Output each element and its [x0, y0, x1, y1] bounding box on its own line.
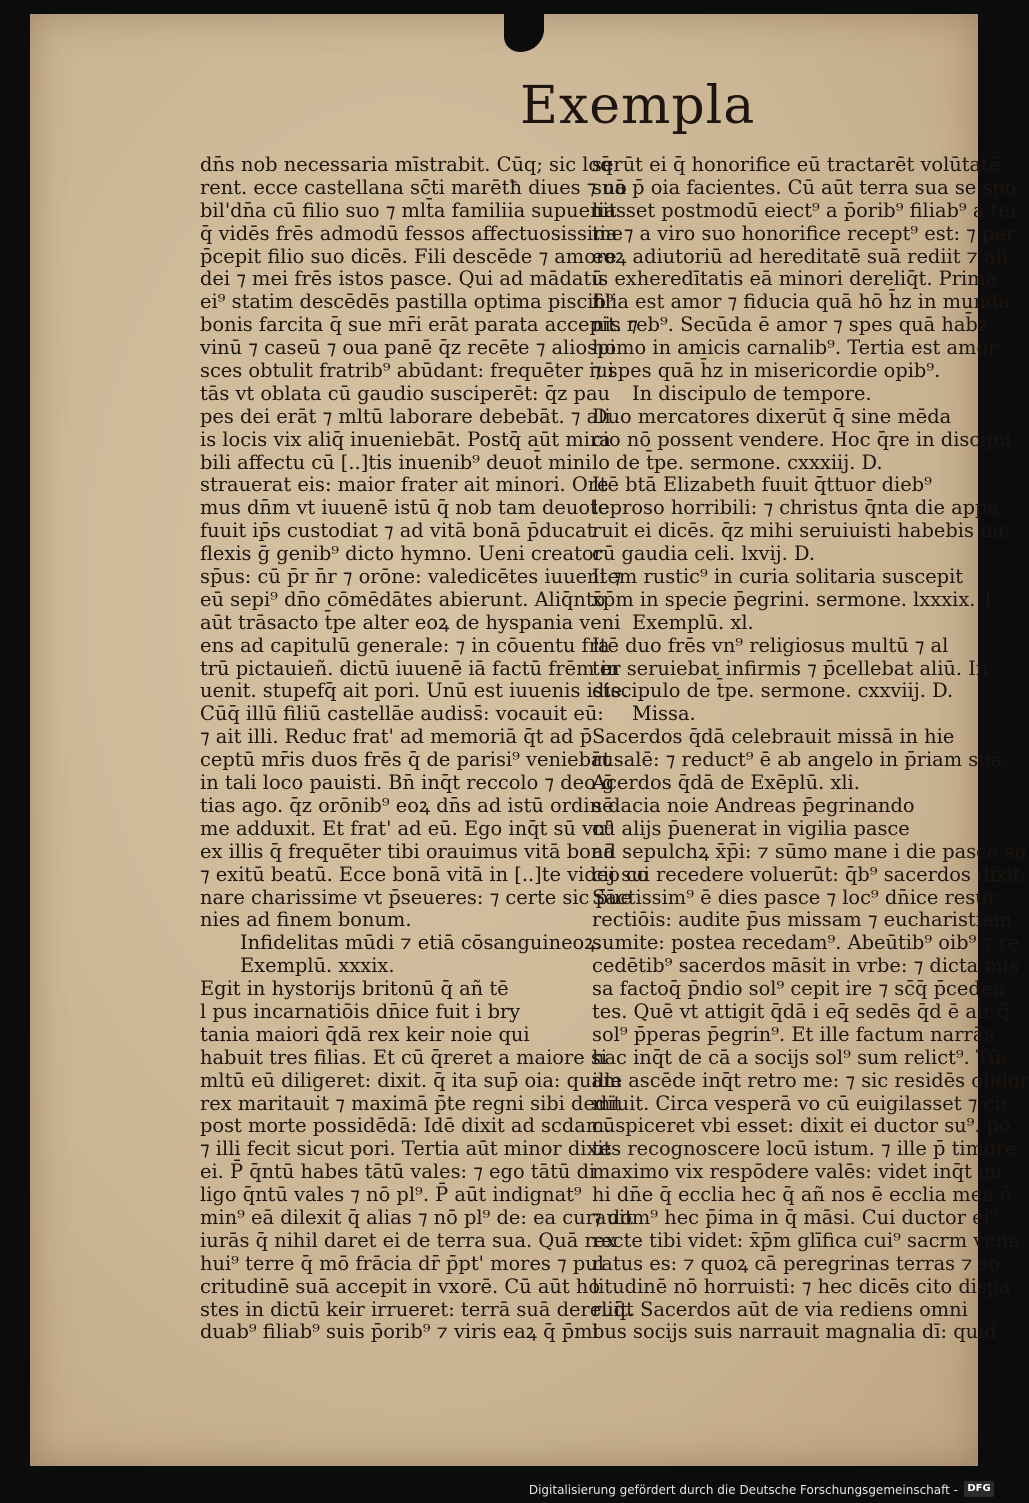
text-line: Exemplū. xxxix.: [240, 954, 395, 978]
text-line: sp̄us: cū p̄r n̄r ⁊ orōne: valedicētes iuueni ⁊: [200, 565, 622, 589]
footer-credit: Digitalisierung gefördert durch die Deutsche Forschungsgemeinschaft -: [528, 1483, 958, 1497]
text-line: min⁹ eā dilexit q̄ alias ⁊ nō pl⁹ de: ea curauit: [200, 1205, 633, 1229]
text-line: rent. ecce castellana sc̄ti marētħ diues ⁊ no: [200, 175, 627, 199]
text-line: Exemplū. xl.: [632, 610, 754, 634]
text-line: bili affectu cū [..]tis inuenib⁹ deuot̄ mini: [200, 450, 592, 474]
text-line: Sāctissim⁹ ē dies pasce ⁊ loc⁹ dn̄ice resur: [592, 885, 997, 909]
text-line: ter seruiebat infirmis ⁊ p̄cellebat aliū. In: [592, 656, 989, 680]
text-line: litudinē nō horruisti: ⁊ hec dicēs cito dispa: [592, 1274, 1011, 1298]
text-line: vinū ⁊ caseū ⁊ oua panē q̄z recēte ⁊ aliospi: [200, 336, 616, 360]
text-line: mus dn̄m vt iuuenē istū q̄ nob tam deuote: [200, 496, 610, 520]
text-line: ratus es: ⁊ quoꝝ cā peregrinas terras ⁊ so: [592, 1251, 1001, 1275]
text-line: sces obtulit fratrib⁹ abūdant: frequēter iui: [200, 359, 615, 383]
text-line: eoꝝ adiutoriū ad hereditatē suā rediit ⁊ ali: [592, 244, 1008, 268]
text-line: ei⁹ statim descēdēs pastilla optima piscib⁹: [200, 290, 614, 314]
text-line: miuit. Circa vesperā vo cū euigilasset ⁊ cir: [592, 1091, 1010, 1115]
text-column-left: [200, 153, 649, 1344]
text-line: ens ad capitulū generale: ⁊ in cōuentu fra: [200, 633, 610, 657]
text-line: In discipulo de tempore.: [632, 381, 872, 405]
text-line: cū gaudia celi. lxvij. D.: [592, 542, 816, 566]
text-line: cio nō possent vendere. Hoc q̄re in discipu: [592, 427, 1012, 451]
text-line: cū alijs p̄uenerat in vigilia pasce: [592, 816, 910, 840]
text-line: ligo q̄ntū vales ⁊ nō pl⁹. P̄ aūt indignat⁹: [200, 1183, 582, 1207]
text-line: q̄ vidēs frēs admodū fessos affectuosissime: [200, 221, 623, 245]
text-line: ille ascēde inq̄t retro me: ⁊ sic residēs obdor: [592, 1068, 1029, 1092]
text-line: iurās q̄ nihil daret ei de terra sua. Quā rex: [200, 1228, 617, 1252]
text-line: Infidelitas mūdi ⁊ etiā cōsanguineoꝝ.: [240, 931, 602, 955]
text-line: x̄p̄m in specie p̄egrini. sermone. lxxxix. T.: [592, 587, 998, 611]
text-line: uenit. stupefq̄ ait pori. Unū est iuuenis iste.: [200, 679, 629, 703]
text-line: rusalē: ⁊ reduct⁹ ē ab angelo in p̄riam suā.: [592, 748, 1009, 772]
text-line: strauerat eis: maior frater ait minori. Ore: [200, 473, 609, 497]
text-line: sa factoq̄ p̄ndio sol⁹ cepit ire ⁊ sc̄q̄ p̄ceden: [592, 977, 1005, 1001]
text-line: Missa.: [632, 702, 696, 726]
text-line: tes. Quē vt attigit q̄dā i eq̄ sedēs q̄d ē ait q̄: [592, 999, 1010, 1023]
text-line: ⁊ illi fecit sicut pori. Tertia aūt minor dixit: [200, 1137, 612, 1161]
text-line: Duo mercatores dixerūt q̄ sine mēda: [592, 404, 952, 428]
dfg-logo: DFG: [964, 1481, 994, 1497]
text-column-right: [592, 153, 1029, 1344]
text-line: cūspiceret vbi esset: dixit ei ductor su⁹. po: [592, 1114, 1011, 1138]
running-header: Exempla: [520, 76, 756, 136]
text-line: ⁊ exitū beatū. Ecce bonā vitā in [..]te video co: [200, 862, 649, 886]
text-line: Sacerdos q̄dā celebrauit missā in hie: [592, 725, 955, 749]
page-damage: [504, 14, 544, 52]
text-line: Itē duo frēs vn⁹ religiosus multū ⁊ al: [592, 633, 949, 657]
text-line: filia est amor ⁊ fiducia quā hō h̄z in munda: [592, 290, 1010, 314]
text-line: eū sepi⁹ dn̄o cōmēdātes abierunt. Aliq̄nto: [200, 587, 606, 611]
text-line: Acerdos q̄dā de Exēplū. xli.: [592, 771, 860, 795]
text-line: in tali loco pauisti. Bn̄ inq̄t reccolo ⁊ deo ḡ: [200, 771, 615, 795]
text-line: stes in dictū keir irrueret: terrā suā dereliq̄t: [200, 1297, 634, 1321]
text-line: hac inq̄t de cā a socijs sol⁹ sum relict⁹. Tūc: [592, 1045, 1013, 1069]
text-line: is exheredītatis eā minori dereliq̄t. Prima: [592, 267, 998, 291]
text-line: recte tibi videt: x̄p̄m glīfica cui⁹ sacrm vene: [592, 1228, 1020, 1252]
text-line: nies ad finem bonum.: [200, 908, 412, 932]
text-line: ceptū mr̄is duos frēs q̄ de parisi⁹ veniebāt: [200, 748, 611, 772]
text-line: homo in amicis carnalib⁹. Tertia est amor: [592, 336, 998, 360]
text-line: l pus incarnatiōis dn̄ice fuit i bry: [200, 999, 521, 1023]
text-line: nare charissime vt p̄seueres: ⁊ certe sic p̄ue: [200, 885, 632, 909]
text-line: tias ago. q̄z orōnib⁹ eoꝝ dn̄s ad istū ordinē: [200, 793, 614, 817]
text-line: bus socijs suis narrauit magnalia dī: quid: [592, 1320, 997, 1344]
text-line: cij sui recedere voluerūt: q̄b⁹ sacerdos dixit.: [592, 862, 1027, 886]
text-line: discipulo de t̄pe. sermone. cxxviij. D.: [592, 679, 954, 703]
text-line: Egit in hystorijs britonū q̄ añ tē: [200, 977, 509, 1001]
text-line: bonis farcita q̄ sue mr̄i erāt parata accepit. ⁊: [200, 313, 638, 337]
text-line: leproso horribili: ⁊ christus q̄nta die appa: [592, 496, 1000, 520]
text-line: is locis vix aliq̄ inueniebāt. Postq̄ aūt mira: [200, 427, 611, 451]
text-line: post morte possidēdā: Idē dixit ad scdam.: [200, 1114, 611, 1138]
text-line: flexis ḡ genib⁹ dicto hymno. Ueni creator: [200, 542, 603, 566]
text-line: ruit. Sacerdos aūt de via rediens omni: [592, 1297, 968, 1321]
text-line: bil'dn̄a cū filio suo ⁊ mlt̄a familiia supuenit: [200, 198, 617, 222]
text-line: tia ⁊ a viro suo honorifice recept⁹ est: ⁊ per: [592, 221, 1016, 245]
text-line: Item rustic⁹ in curia solitaria suscepit: [592, 565, 964, 589]
text-line: ⁊ spes quā h̄z in misericordie opib⁹.: [592, 359, 941, 383]
text-line: hui⁹ terre q̄ mō frācia dr̄ p̄pt' mores ⁊ pul: [200, 1251, 604, 1275]
text-line: tania maiori q̄dā rex keir noie qui: [200, 1022, 530, 1046]
text-line: hi dn̄e q̄ ecclia hec q̄ añ nos ē ecclia mea ē: [592, 1183, 1012, 1207]
text-line: dei ⁊ mei frēs istos pasce. Qui ad mādatū: [200, 267, 604, 291]
text-line: s dacia noie Andreas p̄egrinando: [592, 793, 915, 817]
text-line: mltū eū diligeret: dixit. q̄ ita sup̄ oia: quam: [200, 1068, 622, 1092]
text-line: p̄cepit filio suo dicēs. Fili descēde ⁊ amore: [200, 244, 617, 268]
text-line: ad sepulchꝝ x̄p̄i: ⁊ sūmo mane i die pasce so: [592, 839, 1027, 863]
text-line: serūt ei q̄ honorifice eū tractarēt volūtatē: [592, 153, 1001, 176]
text-line: dn̄s nob necessaria mīstrabit. Cūq; sic loq̄: [200, 153, 613, 176]
text-line: Cūq̄ illū filiū castellāe audiss̄: vocauit eū:: [200, 702, 604, 726]
footer-bar: [0, 1478, 1000, 1503]
text-line: ex illis q̄ frequēter tibi orauimus vitā bonā: [200, 839, 615, 863]
text-line: Itē btā Elizabeth fuuit q̄ttuor dieb⁹: [592, 473, 932, 497]
text-line: rex maritauit ⁊ maximā p̄te regni sibi dedit: [200, 1091, 622, 1115]
text-line: critudinē suā accepit in vxorē. Cū aūt ho: [200, 1274, 600, 1298]
text-line: aūt trāsacto t̄pe alter eoꝝ de hyspania veni: [200, 610, 621, 634]
text-line: trū pictauieñ. dictū iuuenē iā factū frēm in: [200, 656, 620, 680]
text-line: pes dei erāt ⁊ mltū laborare debebāt. ⁊ ali: [200, 404, 611, 428]
text-line: suā p̄ oia facientes. Cū aūt terra sua se spo: [592, 175, 1017, 199]
text-line: liasset postmodū eiect⁹ a p̄orib⁹ filiab⁹ a ter: [592, 198, 1020, 222]
text-line: nis reb⁹. Secūda ē amor ⁊ spes quā hab̄z: [592, 313, 989, 337]
text-line: ruit ei dicēs. q̄z mihi seruiuisti habebis me: [592, 519, 1010, 543]
book-page: [30, 14, 1029, 1466]
text-line: rectiōis: audite p̄us missam ⁊ eucharistiam: [592, 908, 1012, 932]
text-line: cedētib⁹ sacerdos māsit in vrbe: ⁊ dicta mis: [592, 954, 1019, 978]
text-line: duab⁹ filiab⁹ suis p̄orib⁹ ⁊ viris eaꝝ q̄ p̄mi: [200, 1320, 599, 1344]
text-line: ⁊ ait illi. Reduc frat' ad memoriā q̄t ad p̄: [200, 725, 593, 749]
text-line: me adduxit. Et frat' ad eū. Ego inq̄t sū vn⁹: [200, 816, 614, 840]
text-line: ⁊ dom⁹ hec p̄ima in q̄ māsi. Cui ductor ei⁹: [592, 1205, 998, 1229]
text-line: habuit tres filias. Et cū q̄reret a maiore si: [200, 1045, 608, 1069]
text-line: fuuit ip̄s custodiat ⁊ ad vitā bonā p̄ducat: [200, 519, 595, 543]
text-line: sumite: postea recedam⁹. Abeūtib⁹ oib⁹ ⁊ re: [592, 931, 1020, 955]
text-line: lo de t̄pe. sermone. cxxxiij. D.: [592, 450, 883, 474]
text-line: tes recognoscere locū istum. ⁊ ille p̄ timore: [592, 1137, 1017, 1161]
text-line: tās vt oblata cū gaudio susciperēt: q̄z pau: [200, 381, 610, 405]
text-line: ei. P̄ q̄ntū habes tātū vales: ⁊ ego tātū di: [200, 1160, 596, 1184]
text-line: sol⁹ p̄peras p̄egrin⁹. Et ille factum narrās: [592, 1022, 995, 1046]
text-line: maximo vix respōdere valēs: videt inq̄t mi: [592, 1160, 1003, 1184]
